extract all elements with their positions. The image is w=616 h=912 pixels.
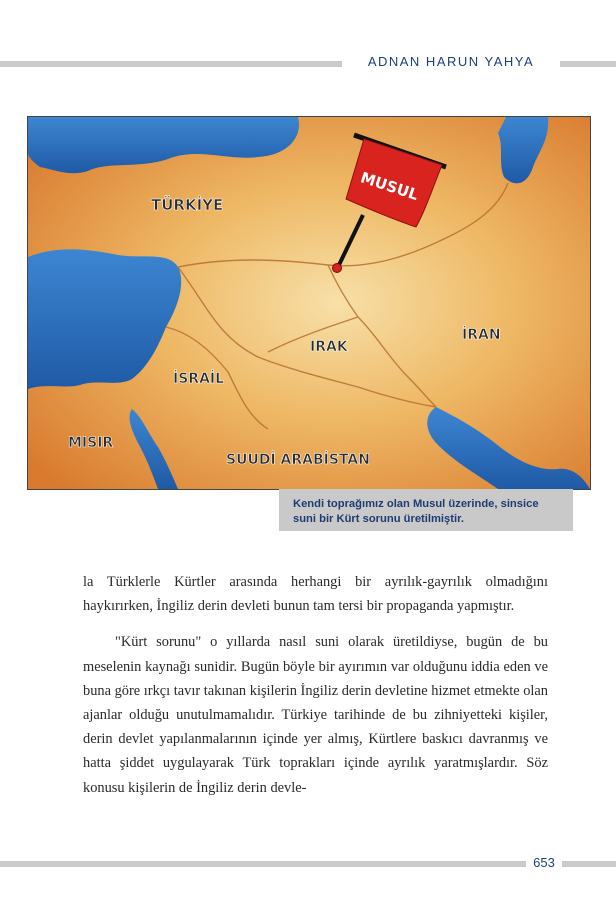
- map-caption-text: Kendi toprağımız olan Musul üzerinde, sinsice suni bir Kürt sorunu üretilmiştir.: [293, 498, 539, 525]
- musul-flag-label: MUSUL: [358, 168, 421, 204]
- footer-rule-left: [0, 861, 526, 867]
- page-number: 653: [533, 855, 555, 870]
- musul-pin-dot: [333, 264, 342, 273]
- label-israel: İSRAİL: [173, 371, 225, 387]
- body-paragraph-2: "Kürt sorunu" o yıllarda nasıl suni olarak üretildiyse, bugün de bu meselenin kaynağı sunidir. Bugün böyle bir ayırımın var olduğunu iddia eden ve buna göre ırkçı tavır takınan kişilerin İngiliz derin devletine hizmet etmekte olan ajanlar olduğu unutulmamalıdır. Türkiye tarihinde de bu zihniyetteki kişiler, derin devlet yapılanmalarının içinde yer almış, Kürtlere baskıcı davranmış ve hatta şiddet uygulayarak Türk toprakları içinde ayrılık yaratmışlardır. Söz konusu kişilerin de İngiliz derin devle-: [83, 634, 548, 796]
- header-rule-right: [560, 61, 616, 67]
- label-egypt: MISIR: [68, 435, 114, 451]
- map-caption-box: [279, 489, 573, 531]
- running-header-author: ADNAN HARUN YAHYA: [367, 54, 535, 69]
- header-rule-left: [0, 61, 342, 67]
- label-iraq: IRAK: [310, 339, 348, 355]
- label-turkey: TÜRKİYE: [151, 196, 224, 214]
- label-iran: İRAN: [462, 327, 501, 343]
- middle-east-map: [27, 116, 591, 490]
- footer-rule-right: [562, 861, 616, 867]
- body-paragraph-1: la Türklerle Kürtler arasında herhangi bir ayrılık-gayrılık olmadığını haykırırken, İngiliz derin devleti bunun tam tersi bir propaganda yapmıştır.: [83, 574, 548, 615]
- label-saudi-arabia: SUUDİ ARABİSTAN: [226, 452, 370, 468]
- body-text: [83, 570, 548, 800]
